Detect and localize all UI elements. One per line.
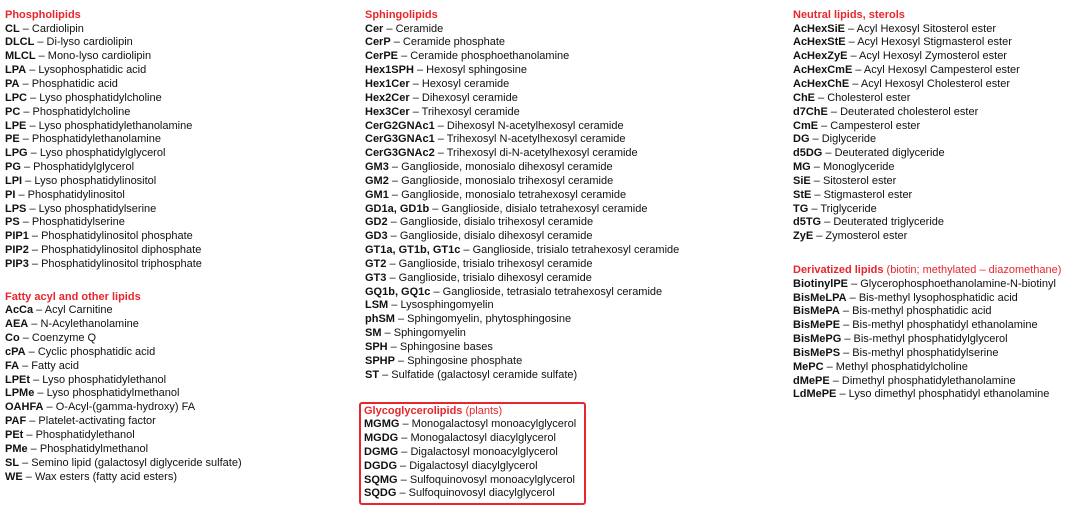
lipid-description: – Phosphatidylserine: [19, 216, 125, 229]
list-item: [365, 244, 765, 258]
list-item: [5, 401, 345, 415]
lipid-group: [365, 402, 765, 506]
lipid-abbreviation: LPC: [5, 91, 27, 104]
list-item: [365, 258, 765, 272]
group-title-text: Neutral lipids, sterols: [793, 9, 905, 21]
group-title: [793, 9, 1078, 23]
list-item: [5, 161, 345, 175]
lipid-abbreviation: TG: [793, 202, 809, 215]
list-item: [793, 50, 1078, 64]
lipid-abbreviation: Hex3Cer: [365, 105, 410, 118]
lipid-abbreviation: PEt: [5, 428, 24, 441]
list-item: [365, 369, 765, 383]
lipid-description: – Lyso phosphatidylethanolamine: [26, 119, 193, 132]
lipid-description: – Phosphatidylinositol diphosphate: [28, 244, 202, 257]
lipid-abbreviation: GD3: [365, 230, 388, 243]
lipid-abbreviation: StE: [793, 188, 812, 201]
lipid-abbreviation: d7ChE: [793, 105, 828, 118]
lipid-abbreviation: AcHexZyE: [793, 50, 848, 63]
lipid-description: – Phosphatidylinositol triphosphate: [28, 257, 202, 270]
lipid-description: – O-Acyl-(gamma-hydroxy) FA: [43, 401, 196, 414]
lipid-abbreviation: PE: [5, 133, 20, 146]
lipid-abbreviation: LPMe: [5, 387, 35, 400]
list-item: [793, 292, 1078, 306]
list-item: [365, 120, 765, 134]
lipid-abbreviation: CerG2GNAc1: [365, 119, 435, 132]
list-item: [5, 175, 345, 189]
lipid-description: – Hexosyl sphingosine: [413, 64, 528, 77]
lipid-description: – Lyso phosphatidylethanol: [30, 373, 167, 386]
list-item: [5, 318, 345, 332]
list-item: [5, 189, 345, 203]
group-title-text: Derivatized lipids: [793, 264, 884, 277]
lipid-abbreviation: PIP1: [5, 230, 29, 243]
lipid-description: – Campesterol ester: [818, 119, 921, 132]
list-item: [5, 92, 345, 106]
group-title-text: Sphingolipids: [365, 9, 438, 21]
lipid-abbreviation: MGDG: [364, 431, 399, 444]
lipid-abbreviation: AcHexChE: [793, 77, 850, 90]
list-item: [793, 319, 1078, 333]
lipid-abbreviation: BisMePA: [793, 305, 840, 318]
lipid-abbreviation: SiE: [793, 174, 811, 187]
list-item: [793, 23, 1078, 37]
lipid-abbreviation: dMePE: [793, 374, 830, 387]
list-item: [365, 230, 765, 244]
lipid-description: – Glycerophosphoethanolamine-N-biotinyl: [848, 277, 1056, 290]
lipid-description: – Coenzyme Q: [19, 332, 97, 345]
lipid-description: – Ganglioside, monosialo tetrahexosyl ceramide: [388, 188, 627, 201]
lipid-description: – Deuterated cholesterol ester: [827, 105, 979, 118]
lipid-abbreviation: d5DG: [793, 147, 823, 160]
column-3: [793, 9, 1078, 421]
lipid-description: – Diglyceride: [809, 133, 877, 146]
lipid-abbreviation: LPS: [5, 202, 27, 215]
lipid-description: – Ganglioside, disialo trihexosyl ceramide: [387, 216, 594, 229]
lipid-abbreviation: AcHexSiE: [793, 22, 845, 35]
list-item: [364, 446, 576, 460]
list-item: [365, 23, 765, 37]
lipid-abbreviation: GT2: [365, 257, 387, 270]
list-item: [364, 487, 576, 501]
group-title: [5, 9, 345, 23]
lipid-description: – Ganglioside, trisialo trihexosyl ceramide: [386, 257, 593, 270]
lipid-abbreviation: BisMePE: [793, 319, 841, 332]
lipid-description: – Lyso dimethyl phosphatidyl ethanolamine: [836, 388, 1050, 401]
lipid-description: – Sulfatide (galactosyl ceramide sulfate): [379, 368, 578, 381]
lipid-abbreviation: PI: [5, 188, 16, 201]
lipid-description: – Monoglyceride: [810, 161, 895, 174]
list-item: [5, 360, 345, 374]
lipid-abbreviation: DG: [793, 133, 810, 146]
list-item: [793, 175, 1078, 189]
lipid-abbreviation: LPG: [5, 147, 28, 160]
lipid-description: – Ceramide: [383, 22, 444, 35]
list-item: [5, 78, 345, 92]
list-item: [5, 244, 345, 258]
lipid-abbreviation: CerPE: [365, 50, 399, 63]
lipid-description: – Digalactosyl diacylglycerol: [397, 459, 538, 472]
list-item: [365, 327, 765, 341]
list-item: [793, 347, 1078, 361]
lipid-description: – Mono-lyso cardiolipin: [35, 50, 152, 63]
lipid-description: – Bis-methyl phosphatidic acid: [839, 305, 992, 318]
list-item: [365, 133, 765, 147]
lipid-group: [5, 9, 345, 272]
lipid-abbreviation: GT3: [365, 271, 387, 284]
lipid-abbreviation: CerG3GNAc2: [365, 147, 435, 160]
lipid-description: – Zymosterol ester: [813, 230, 908, 243]
lipid-description: – Acyl Carnitine: [33, 304, 113, 317]
lipid-description: – Ceramide phosphate: [390, 36, 506, 49]
lipid-description: – Dimethyl phosphatidylethanolamine: [829, 374, 1016, 387]
list-item: [793, 64, 1078, 78]
lipid-description: – Lyso phosphatidylmethanol: [34, 387, 180, 400]
lipid-description: – Sulfoquinovosyl monoacylglycerol: [397, 473, 575, 486]
lipid-description: – Trihexosyl di-N-acetylhexosyl ceramide: [434, 147, 638, 160]
lipid-abbreviation: MGMG: [364, 418, 400, 431]
list-item: [793, 216, 1078, 230]
list-item: [793, 361, 1078, 375]
lipid-description: – Trihexosyl ceramide: [409, 105, 520, 118]
list-item: [793, 92, 1078, 106]
lipid-abbreviation: PMe: [5, 442, 28, 455]
lipid-group: [5, 291, 345, 485]
list-item: [364, 474, 576, 488]
list-item: [5, 50, 345, 64]
lipid-abbreviation: DGDG: [364, 459, 397, 472]
lipid-description: – Phosphatidylinositol phosphate: [28, 230, 193, 243]
list-item: [365, 106, 765, 120]
list-item: [5, 415, 345, 429]
lipid-abbreviation: MLCL: [5, 50, 36, 63]
lipid-description: – Phosphatidylinositol: [15, 188, 125, 201]
list-item: [5, 457, 345, 471]
list-item: [793, 78, 1078, 92]
list-item: [5, 23, 345, 37]
list-item: [365, 216, 765, 230]
list-item: [365, 272, 765, 286]
lipid-description: – Ganglioside, trisialo dihexosyl ceramide: [386, 271, 592, 284]
lipid-description: – Phosphatidylglycerol: [20, 161, 135, 174]
lipid-abbreviation: DLCL: [5, 36, 35, 49]
list-item: [5, 332, 345, 346]
list-item: [365, 147, 765, 161]
lipid-description: – Monogalactosyl diacylglycerol: [398, 431, 556, 444]
list-item: [364, 432, 576, 446]
lipid-description: – Sphingomyelin, phytosphingosine: [394, 313, 572, 326]
list-item: [5, 216, 345, 230]
list-item: [364, 460, 576, 474]
lipid-description: – Ganglioside, monosialo dihexosyl ceramide: [388, 161, 613, 174]
highlight-box: [359, 402, 586, 506]
lipid-description: – Cholesterol ester: [815, 91, 911, 104]
list-item: [793, 133, 1078, 147]
list-item: [5, 374, 345, 388]
group-title-text: Phospholipids: [5, 9, 81, 21]
lipid-description: – Deuterated triglyceride: [821, 216, 945, 229]
lipid-abbreviation: Hex2Cer: [365, 91, 410, 104]
list-item: [365, 92, 765, 106]
lipid-description: – Phosphatidic acid: [19, 77, 118, 90]
lipid-description: – Lyso phosphatidylserine: [26, 202, 157, 215]
lipid-description: – Lyso phosphatidylglycerol: [27, 147, 166, 160]
lipid-description: – Triglyceride: [808, 202, 877, 215]
list-item: [793, 278, 1078, 292]
lipid-abbreviation: PIP2: [5, 244, 29, 257]
lipid-abbreviation: GT1a, GT1b, GT1c: [365, 244, 461, 257]
list-item: [793, 36, 1078, 50]
lipid-description: – Platelet-activating factor: [26, 415, 156, 428]
group-title: [793, 264, 1078, 278]
lipid-description: – Digalactosyl monoacylglycerol: [398, 445, 558, 458]
lipid-description: – Sitosterol ester: [810, 174, 897, 187]
list-item: [5, 429, 345, 443]
list-item: [5, 147, 345, 161]
list-item: [5, 443, 345, 457]
lipid-abbreviation: ChE: [793, 91, 815, 104]
lipid-description: – Acyl Hexosyl Stigmasterol ester: [845, 36, 1012, 49]
lipid-description: – Bis-methyl phosphatidylserine: [840, 346, 999, 359]
list-item: [5, 230, 345, 244]
group-title-text: Fatty acyl and other lipids: [5, 290, 141, 303]
lipid-abbreviation: AEA: [5, 318, 29, 331]
group-title-text: Glycoglycerolipids: [364, 404, 463, 417]
lipid-description: – Ganglioside, tetrasialo tetrahexosyl ceramide: [430, 285, 663, 298]
lipid-description: – Phosphatidylethanol: [23, 428, 135, 441]
lipid-abbreviation: GD1a, GD1b: [365, 202, 430, 215]
group-subtitle: (plants): [462, 404, 503, 417]
lipid-abbreviation: BisMePS: [793, 346, 841, 359]
lipid-description: – Stigmasterol ester: [811, 188, 913, 201]
lipid-description: – Bis-methyl phosphatidylglycerol: [841, 333, 1008, 346]
lipid-abbreviation: SL: [5, 456, 20, 469]
list-item: [5, 471, 345, 485]
lipid-abbreviation: SQDG: [364, 487, 397, 500]
lipid-description: – Sphingosine phosphate: [394, 354, 523, 367]
list-item: [365, 175, 765, 189]
lipid-abbreviation: BisMePG: [793, 333, 842, 346]
list-item: [365, 161, 765, 175]
lipid-description: – Phosphatidylcholine: [20, 105, 131, 118]
lipid-abbreviation: PC: [5, 105, 21, 118]
lipid-abbreviation: AcHexCmE: [793, 64, 853, 77]
lipid-description: – Deuterated diglyceride: [822, 147, 945, 160]
list-item: [365, 78, 765, 92]
list-item: [5, 304, 345, 318]
lipid-abbreviation: LPEt: [5, 373, 31, 386]
lipid-abbreviation: Co: [5, 332, 20, 345]
list-item: [5, 120, 345, 134]
list-item: [5, 346, 345, 360]
list-item: [793, 203, 1078, 217]
lipid-description: – Phosphatidylethanolamine: [19, 133, 161, 146]
lipid-abbreviation: SM: [365, 327, 382, 340]
lipid-group: [793, 264, 1078, 402]
lipid-description: – Acyl Hexosyl Cholesterol ester: [849, 77, 1011, 90]
lipid-abbreviation: GD2: [365, 216, 388, 229]
group-title: [5, 291, 345, 305]
column-2: [365, 9, 765, 524]
lipid-abbreviation: PA: [5, 77, 20, 90]
lipid-abbreviation: BiotinylPE: [793, 277, 849, 290]
lipid-description: – Lysosphingomyelin: [388, 299, 494, 312]
list-item: [365, 50, 765, 64]
list-item: [793, 106, 1078, 120]
list-item: [364, 418, 576, 432]
lipid-abbreviation: GM1: [365, 188, 389, 201]
lipid-abbreviation: GM3: [365, 161, 389, 174]
lipid-abbreviation: LdMePE: [793, 388, 837, 401]
list-item: [793, 161, 1078, 175]
lipid-description: – Bis-methyl lysophosphatidic acid: [846, 291, 1018, 304]
lipid-abbreviation: ST: [365, 368, 380, 381]
lipid-description: – Dihexosyl N-acetylhexosyl ceramide: [434, 119, 624, 132]
lipid-description: – Ganglioside, monosialo trihexosyl ceramide: [388, 174, 614, 187]
lipid-abbreviation: GM2: [365, 174, 389, 187]
lipid-abbreviation: LPA: [5, 64, 27, 77]
list-item: [365, 313, 765, 327]
lipid-description: – Acyl Hexosyl Sitosterol ester: [844, 22, 996, 35]
list-item: [5, 36, 345, 50]
lipid-description: – Phosphatidylmethanol: [27, 442, 149, 455]
lipid-description: – Cardiolipin: [19, 22, 84, 35]
lipid-description: – Sphingosine bases: [387, 341, 493, 353]
list-item: [5, 133, 345, 147]
lipid-abbreviation: ZyE: [793, 230, 814, 243]
lipid-abbreviation: FA: [5, 359, 20, 372]
lipid-description: – Sulfoquinovosyl diacylglycerol: [396, 487, 555, 500]
list-item: [5, 203, 345, 217]
list-item: [365, 36, 765, 50]
list-item: [365, 299, 765, 313]
list-item: [365, 64, 765, 78]
lipid-description: – Fatty acid: [19, 359, 79, 372]
group-subtitle: (biotin; methylated – diazomethane): [883, 264, 1062, 277]
list-item: [793, 120, 1078, 134]
lipid-abbreviation: PIP3: [5, 257, 29, 270]
lipid-abbreviation: AcHexStE: [793, 36, 846, 49]
list-item: [365, 203, 765, 217]
group-title: [364, 405, 576, 419]
lipid-description: – Cyclic phosphatidic acid: [25, 345, 156, 358]
lipid-abbreviation: CL: [5, 22, 20, 35]
lipid-description: – Sphingomyelin: [381, 327, 466, 340]
lipid-description: – Acyl Hexosyl Campesterol ester: [852, 64, 1020, 77]
list-item: [365, 189, 765, 203]
lipid-group: [793, 9, 1078, 244]
lipid-abbreviation: WE: [5, 470, 23, 483]
lipid-description: – Bis-methyl phosphatidyl ethanolamine: [840, 319, 1038, 332]
list-item: [365, 355, 765, 369]
list-item: [5, 387, 345, 401]
list-item: [793, 333, 1078, 347]
lipid-description: – Lyso phosphatidylinositol: [22, 174, 157, 187]
lipid-abbreviation: CerG3GNAc1: [365, 133, 435, 146]
list-item: [793, 230, 1078, 244]
lipid-abbreviation: OAHFA: [5, 401, 44, 414]
lipid-abbreviation: PG: [5, 161, 21, 174]
list-item: [5, 106, 345, 120]
lipid-description: – Lysophosphatidic acid: [26, 64, 147, 77]
lipid-abbreviation: LPE: [5, 119, 27, 132]
lipid-abbreviation: cPA: [5, 345, 26, 358]
lipid-abbreviation: DGMG: [364, 445, 399, 458]
column-1: [5, 9, 345, 503]
lipid-abbreviation: BisMeLPA: [793, 291, 847, 304]
lipid-description: – Ganglioside, disialo dihexosyl ceramide: [387, 230, 593, 243]
lipid-description: – N-Acylethanolamine: [28, 318, 139, 331]
lipid-abbreviation: d5TG: [793, 216, 822, 229]
list-item: [365, 341, 765, 355]
lipid-description: – Wax esters (fatty acid esters): [22, 470, 177, 483]
lipid-description: – Lyso phosphatidylcholine: [27, 91, 162, 104]
lipid-description: – Ganglioside, trisialo tetrahexosyl ceramide: [460, 244, 680, 257]
lipid-description: – Semino lipid (galactosyl diglyceride sulfate): [19, 456, 242, 469]
lipid-abbreviation: Hex1Cer: [365, 77, 410, 90]
list-item: [365, 286, 765, 300]
lipid-description: – Hexosyl ceramide: [409, 77, 510, 90]
lipid-description: – Ceramide phosphoethanolamine: [398, 50, 570, 63]
lipid-abbreviation: LPI: [5, 174, 23, 187]
lipid-abbreviation: Hex1SPH: [365, 64, 414, 77]
group-title: [365, 9, 765, 23]
lipid-abbreviation: SPHP: [365, 354, 395, 367]
lipid-abbreviation: SQMG: [364, 473, 398, 486]
list-item: [5, 64, 345, 78]
lipid-description: – Ganglioside, disialo tetrahexosyl ceramide: [429, 202, 648, 215]
list-item: [793, 375, 1078, 389]
lipid-abbreviation: AcCa: [5, 304, 34, 317]
list-item: [793, 147, 1078, 161]
lipid-abbreviation: GQ1b, GQ1c: [365, 285, 431, 298]
lipid-description: – Di-lyso cardiolipin: [34, 36, 133, 49]
lipid-description: – Dihexosyl ceramide: [409, 91, 518, 104]
lipid-abbreviation: LSM: [365, 299, 389, 312]
list-item: [793, 388, 1078, 402]
lipid-description: – Methyl phosphatidylcholine: [823, 360, 968, 373]
lipid-abbreviation: SPH: [365, 341, 388, 353]
lipid-abbreviation: CmE: [793, 119, 819, 132]
list-item: [793, 305, 1078, 319]
lipid-abbreviation: MePC: [793, 360, 824, 373]
lipid-group: [365, 9, 765, 383]
list-item: [5, 258, 345, 272]
lipid-description: – Acyl Hexosyl Zymosterol ester: [847, 50, 1007, 63]
lipid-abbreviation: MG: [793, 161, 811, 174]
lipid-description: – Trihexosyl N-acetylhexosyl ceramide: [434, 133, 626, 146]
list-item: [793, 189, 1078, 203]
lipid-abbreviation: PS: [5, 216, 20, 229]
lipid-abbreviation: CerP: [365, 36, 391, 49]
lipid-description: – Monogalactosyl monoacylglycerol: [399, 418, 577, 431]
lipid-abbreviation: phSM: [365, 313, 395, 326]
lipid-abbreviation: PAF: [5, 415, 27, 428]
lipid-abbreviation: Cer: [365, 22, 384, 35]
